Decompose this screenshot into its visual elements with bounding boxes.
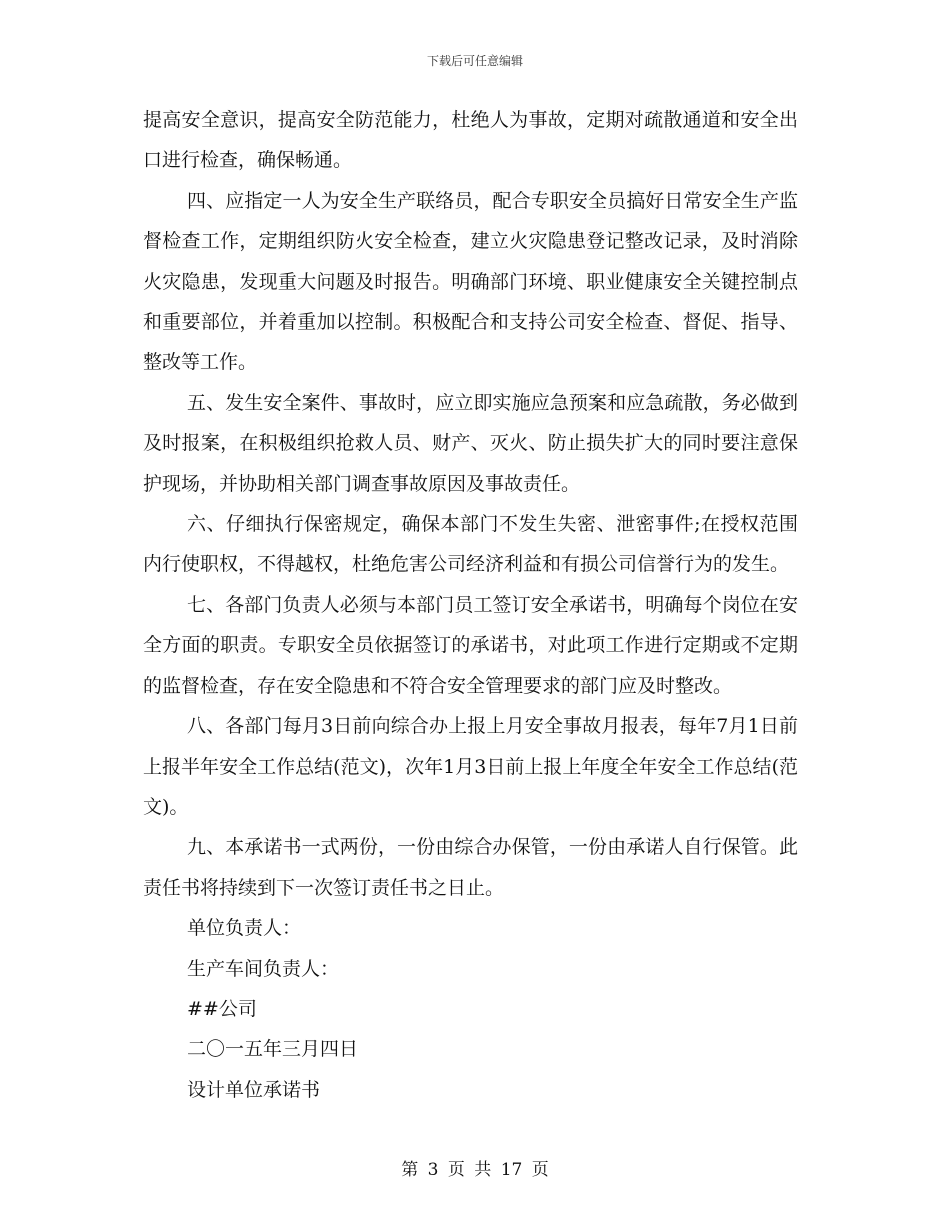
document-body — [143, 100, 798, 1110]
paragraph-item-9: 九、本承诺书一式两份，一份由综合办保管，一份由承诺人自行保管。此责任书将持续到下一次签订责任书之日止。 — [143, 836, 798, 899]
page-header: 下载后可任意编辑 — [426, 54, 523, 68]
paragraph-item-6: 六、仔细执行保密规定，确保本部门不发生失密、泄密事件;在授权范围内行使职权，不得越权，杜绝危害公司经济利益和有损公司信誉行为的发生。 — [143, 513, 798, 576]
paragraph-item-4: 四、应指定一人为安全生产联络员，配合专职安全员搞好日常安全生产监督检查工作，定期组织防火安全检查，建立火灾隐患登记整改记录，及时消除火灾隐患，发现重大问题及时报告。明确部门环境、职业健康安全关键控制点和重要部位，并着重加以控制。积极配合和支持公司安全检查、督促、指导、整改等工作。 — [143, 189, 798, 374]
company-name: ##公司 — [187, 997, 257, 1020]
workshop-head-signature: 生产车间负责人： — [187, 957, 340, 980]
unit-head-signature: 单位负责人： — [187, 917, 302, 940]
paragraph-item-8: 八、各部门每月3日前向综合办上报上月安全事故月报表，每年7月1日前上报半年安全工作总结(范文)，次年1月3日前上报上年度全年安全工作总结(范文)。 — [143, 715, 798, 818]
paragraph-continuation: 提高安全意识，提高安全防范能力，杜绝人为事故，定期对疏散通道和安全出口进行检查，确保畅通。 — [143, 109, 798, 172]
paragraph-item-7: 七、各部门负责人必须与本部门员工签订安全承诺书，明确每个岗位在安全方面的职责。专职安全员依据签订的承诺书，对此项工作进行定期或不定期的监督检查，存在安全隐患和不符合安全管理要求的部门应及时整改。 — [143, 593, 798, 697]
next-section-title: 设计单位承诺书 — [187, 1078, 321, 1101]
paragraph-item-5: 五、发生安全案件、事故时，应立即实施应急预案和应急疏散，务必做到及时报案，在积极组织抢救人员、财产、灭火、防止损失扩大的同时要注意保护现场，并协助相关部门调查事故原因及事故责任。 — [143, 391, 798, 495]
signing-date: 二〇一五年三月四日 — [187, 1038, 359, 1061]
page-number-footer: 第 3 页 共 17 页 — [401, 1160, 549, 1180]
